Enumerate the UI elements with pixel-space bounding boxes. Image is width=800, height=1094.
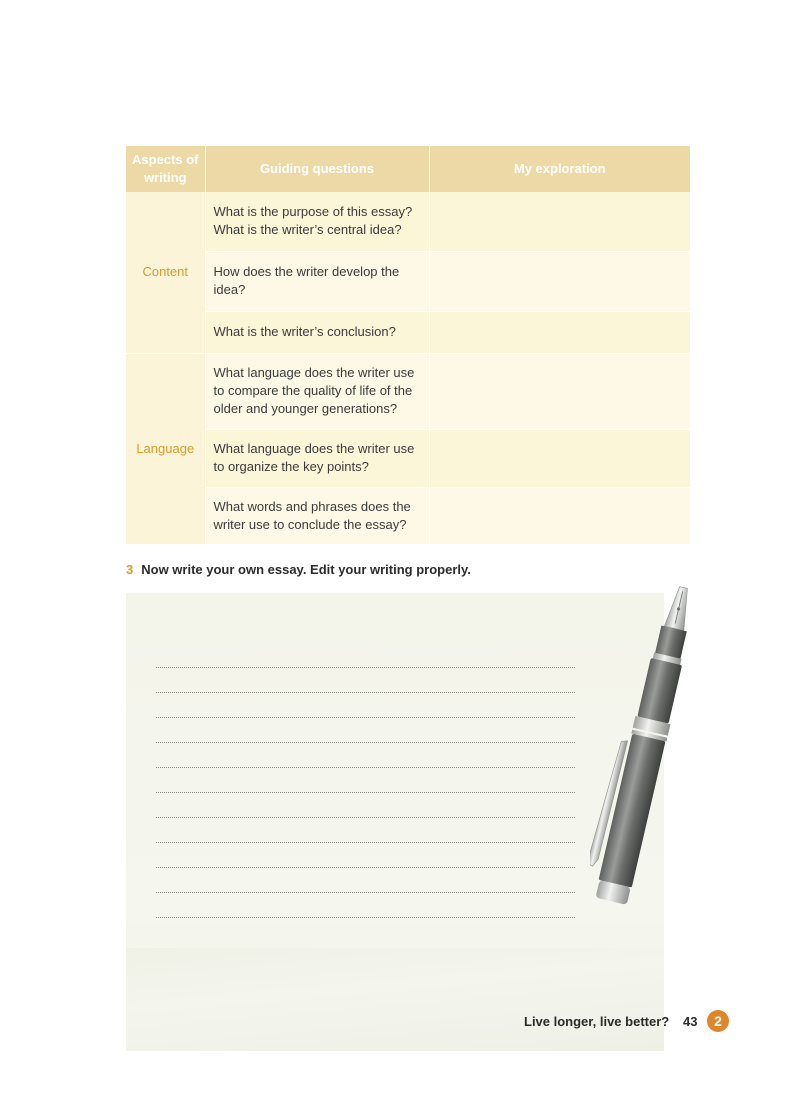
- question-cell: What language does the writer use to organize the key points?: [205, 429, 429, 487]
- exploration-cell[interactable]: [429, 429, 690, 487]
- writing-line[interactable]: [156, 867, 575, 868]
- question-cell: What is the writer’s conclusion?: [205, 311, 429, 353]
- table-row: [126, 192, 690, 251]
- table-row: [126, 429, 690, 487]
- writing-line[interactable]: [156, 817, 575, 818]
- task-text: Now write your own essay. Edit your writing properly.: [141, 562, 471, 577]
- table-row: [126, 251, 690, 311]
- exploration-cell[interactable]: [429, 487, 690, 544]
- writing-line[interactable]: [156, 892, 575, 893]
- fountain-pen-icon: [590, 575, 700, 925]
- question-cell: What words and phrases does the writer use to conclude the essay?: [205, 487, 429, 544]
- aspect-language: Language: [126, 353, 205, 544]
- writing-area[interactable]: [126, 593, 664, 1051]
- header-guiding-questions: Guiding questions: [205, 146, 429, 192]
- exploration-cell[interactable]: [429, 353, 690, 429]
- writing-line[interactable]: [156, 917, 575, 918]
- writing-line[interactable]: [156, 842, 575, 843]
- header-my-exploration: My exploration: [429, 146, 690, 192]
- exploration-cell[interactable]: [429, 192, 690, 251]
- aspect-content: Content: [126, 192, 205, 353]
- question-cell: What is the purpose of this essay? What is the writer’s central idea?: [205, 192, 429, 251]
- question-cell: How does the writer develop the idea?: [205, 251, 429, 311]
- paper-fold: [126, 948, 664, 1051]
- exploration-table: [126, 146, 690, 545]
- unit-title: Live longer, live better?: [524, 1014, 670, 1029]
- exploration-cell[interactable]: [429, 311, 690, 353]
- writing-line[interactable]: [156, 742, 575, 743]
- exploration-cell[interactable]: [429, 251, 690, 311]
- writing-line[interactable]: [156, 792, 575, 793]
- table-row: [126, 353, 690, 429]
- task-number: 3: [126, 562, 134, 577]
- writing-line[interactable]: [156, 767, 575, 768]
- writing-line[interactable]: [156, 717, 575, 718]
- unit-badge: 2: [707, 1010, 729, 1032]
- writing-line[interactable]: [156, 667, 575, 668]
- writing-line[interactable]: [156, 692, 575, 693]
- question-cell: What language does the writer use to compare the quality of life of the older and younger generations?: [205, 353, 429, 429]
- table-row: [126, 311, 690, 353]
- table-row: [126, 487, 690, 544]
- table-header-row: [126, 146, 690, 192]
- page-number: 43: [683, 1014, 698, 1029]
- task-instruction: [126, 562, 471, 577]
- header-aspects: Aspects of writing: [126, 146, 205, 192]
